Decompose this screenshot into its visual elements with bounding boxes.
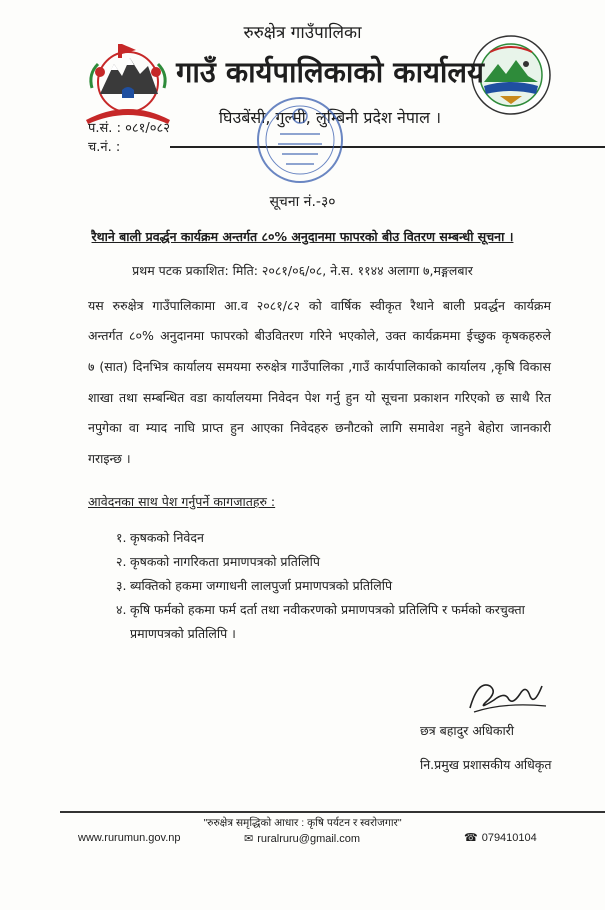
municipality-name: रुरुक्षेत्र गाउँपालिका	[243, 23, 362, 43]
website-link[interactable]: www.rurumun.gov.np	[78, 832, 181, 844]
list-text: कृषकको नागरिकता प्रमाणपत्रको प्रतिलिपि	[130, 554, 320, 569]
footer-divider	[60, 811, 605, 813]
telephone-icon: ☎	[464, 832, 478, 844]
list-number: ४.	[116, 602, 127, 617]
dispatch-number: च.नं. :	[88, 140, 121, 155]
list-item	[116, 577, 392, 594]
publication-date: प्रथम पटक प्रकाशित: मिति: २०८१/०६/०८, ने.स. ११४४ अलागा ७,मङ्गलबार	[132, 263, 473, 278]
phone-text: 079410104	[481, 832, 537, 844]
list-item	[116, 601, 525, 618]
list-number: ३.	[116, 578, 127, 593]
list-item	[116, 553, 320, 570]
body-line: शाखा तथा सम्बन्धित वडा कार्यालयमा निवेदन पेश गर्नु हुन यो सूचना प्रकाशन गरिएको छ साथै रित	[88, 390, 551, 405]
signatory-name: छत्र बहादुर अधिकारी	[420, 723, 515, 738]
header-divider	[170, 146, 605, 148]
reference-number: प.सं. : ०८१/०८२	[88, 121, 171, 136]
signatory-title: नि.प्रमुख प्रशासकीय अधिकृत	[420, 757, 552, 772]
body-line: ७ (सात) दिनभित्र कार्यालय समयमा रुरुक्षेत्र गाउँपालिका ,गाउँ कार्यपालिकाको कार्यालय ,कृषि विकास	[88, 359, 551, 374]
list-text: कृषि फर्मको हकमा फर्म दर्ता तथा नवीकरणको प्रमाणपत्रको प्रतिलिपि र फर्मको करचुक्ता	[130, 602, 525, 617]
office-seal-stamp	[254, 94, 346, 186]
list-number: १.	[116, 530, 127, 545]
body-line: नपुगेका वा म्याद नाघि प्राप्त हुन आएका निवेदहरु छनौटको लागि समावेश नहुने बेहोरा जानकारी	[88, 420, 551, 435]
phone-contact	[464, 831, 537, 844]
email-text: ruralruru@gmail.com	[257, 833, 361, 845]
email-contact[interactable]	[244, 832, 360, 845]
office-address: घिउबेंसी, गुल्मी, लुम्बिनी प्रदेश नेपाल ।	[218, 108, 442, 127]
list-number: २.	[116, 554, 127, 569]
office-title: गाउँ कार्यपालिकाको कार्यालय	[176, 55, 484, 89]
list-text: ब्यक्तिको हकमा जग्गाधनी लालपुर्जा प्रमाणपत्रको प्रतिलिपि	[130, 578, 393, 593]
list-text: कृषकको निवेदन	[130, 530, 204, 545]
footer-slogan: "रुरुक्षेत्र समृद्धिको आधार : कृषि पर्यटन र स्वरोजगार"	[203, 817, 402, 829]
envelope-icon: ✉	[244, 833, 254, 845]
list-item	[116, 529, 204, 546]
body-line: अन्तर्गत ८०% अनुदानमा फापरको बीउवितरण गरिने भएकोले, उक्त कार्यक्रममा ईच्छुक कृषकहरुले	[88, 328, 551, 343]
documents-heading: आवेदनका साथ पेश गर्नुपर्ने कागजातहरु :	[88, 494, 276, 509]
list-item-continuation: प्रमाणपत्रको प्रतिलिपि ।	[130, 626, 236, 641]
notice-subject: रैथाने बाली प्रवर्द्धन कार्यक्रम अन्तर्गत ८०% अनुदानमा फापरको बीउ वितरण सम्बन्धी सूचना ।	[91, 229, 514, 244]
body-line: यस रुरुक्षेत्र गाउँपालिकामा आ.व २०८१/८२ को वार्षिक स्वीकृत रैथाने बाली प्रवर्द्धन कार्यक्रम	[88, 298, 551, 313]
handwritten-signature	[464, 672, 550, 716]
notice-number: सूचना नं.-३०	[269, 194, 336, 210]
body-line: गराइन्छ ।	[88, 451, 131, 466]
